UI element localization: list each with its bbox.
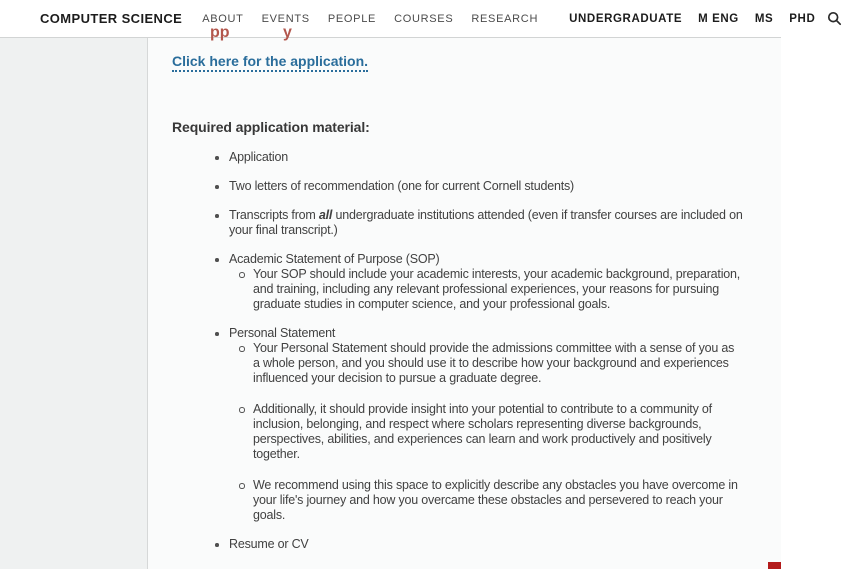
sop-sublist (229, 267, 753, 312)
site-logo[interactable]: COMPUTER SCIENCE (40, 11, 183, 26)
sublist-item-text: Additionally, it should provide insight into your potential to contribute to a community of inclusion, belonging, and respect where scholars representing diverse backgrounds, perspectives, abilities, and experiences can learn and work productively and positively together. (253, 402, 712, 461)
sublist-item (237, 402, 742, 462)
list-item-text: Personal Statement (229, 326, 336, 340)
clipped-heading-fragment: pp (210, 24, 230, 41)
nav-item-research[interactable]: RESEARCH (471, 12, 539, 25)
sublist-item (237, 267, 742, 312)
sublist-item (237, 341, 742, 386)
nav-item-courses[interactable]: COURSES (394, 12, 454, 25)
nav-item-ms[interactable]: MS (754, 12, 774, 25)
list-item-text: Two letters of recommendation (one for current Cornell students) (229, 179, 575, 193)
personal-statement-sublist (229, 341, 753, 523)
section-title: Required application material: (172, 119, 370, 135)
nav-item-phd[interactable]: PHD (789, 12, 816, 25)
back-to-top-button[interactable] (768, 562, 781, 569)
required-materials-list (172, 150, 781, 552)
nav-item-people[interactable]: PEOPLE (327, 12, 377, 25)
list-item-text: undergraduate institutions attended (even if transfer courses are included on your final transcript.) (229, 208, 743, 237)
sublist-item-text: Your Personal Statement should provide the admissions committee with a sense of you as a whole person, and you should use it to describe how your background and experiences influenced your decision to pursue a graduate degree. (253, 341, 735, 385)
nav-item-about[interactable]: ABOUT (202, 12, 244, 25)
main-content (148, 24, 781, 569)
top-navbar (0, 0, 816, 38)
list-item-text: Transcripts from (229, 208, 319, 222)
emphasized-word: all (318, 208, 333, 222)
sublist-item-text: We recommend using this space to explicitly describe any obstacles you have overcome in your life's journey and how you overcame these obstacles and persevered to reach your goals. (253, 478, 738, 522)
list-item-recommendation-letters (213, 179, 753, 194)
list-item-text: Academic Statement of Purpose (SOP) (229, 252, 440, 266)
nav-item-events[interactable]: EVENTS (261, 12, 310, 25)
clipped-heading-fragment: y (283, 24, 292, 41)
left-sidebar (0, 38, 148, 569)
list-item-transcripts (213, 208, 753, 238)
sublist-item (237, 478, 742, 523)
list-item-resume (213, 537, 753, 552)
clipped-heading (172, 24, 781, 45)
list-item-application (213, 150, 753, 165)
nav-item-undergraduate[interactable]: UNDERGRADUATE (569, 12, 683, 25)
sublist-item-text: Your SOP should include your academic interests, your academic background, preparation, and training, including any relevant professional experiences, your reasons for pursuing graduate studies in computer science, and your professional goals. (253, 267, 741, 311)
page-body (0, 24, 781, 569)
list-item-text: Application (229, 150, 288, 164)
list-item-text: Resume or CV (229, 537, 309, 551)
list-item-sop (213, 252, 753, 312)
list-item-personal-statement (213, 326, 753, 523)
nav-item-meng[interactable]: M ENG (698, 12, 739, 25)
application-link[interactable]: Click here for the application. (172, 53, 368, 72)
primary-nav (202, 13, 538, 25)
search-icon[interactable] (827, 11, 842, 26)
programs-nav (569, 13, 815, 25)
